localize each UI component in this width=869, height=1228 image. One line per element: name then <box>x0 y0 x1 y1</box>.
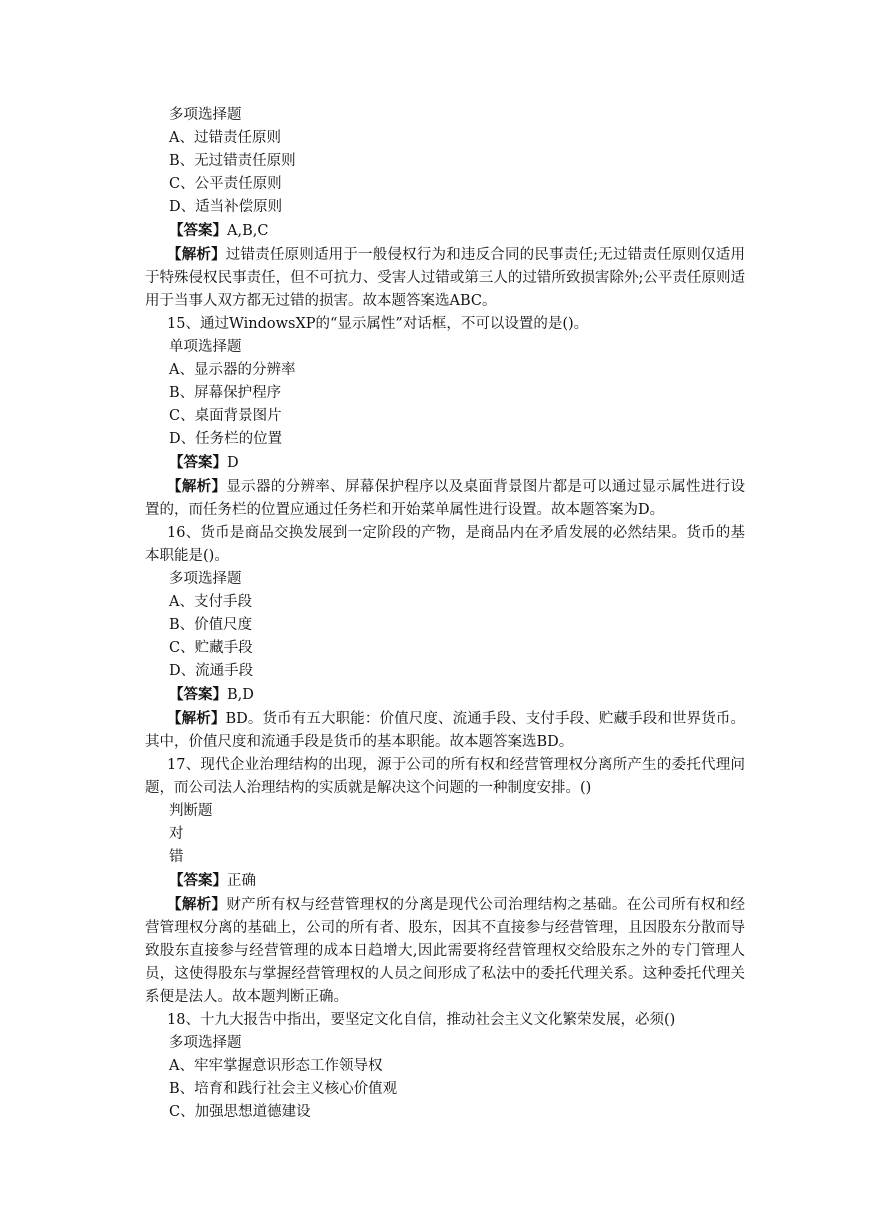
analysis-text: 显示器的分辨率、屏幕保护程序以及桌面背景图片都是可以通过显示属性进行设置的，而任务栏的位置应通过任务栏和开始菜单属性进行设置。故本题答案为D。 <box>145 479 746 518</box>
q17-question: 17、现代企业治理结构的出现，源于公司的所有权和经营管理权分离所产生的委托代理问题，而公司法人治理结构的实质就是解决这个问题的一种制度安排。() <box>145 757 745 796</box>
q14-analysis <box>145 243 745 313</box>
q16-option-c: C、贮藏手段 <box>169 640 253 656</box>
q16-analysis <box>145 707 745 754</box>
q14-answer <box>145 219 745 243</box>
answer-label: 【答案】 <box>169 222 227 239</box>
q14-option-b: B、无过错责任原则 <box>169 153 296 169</box>
q17-analysis <box>145 893 745 1009</box>
analysis-label: 【解析】 <box>167 246 226 263</box>
q18-option-c: C、加强思想道德建设 <box>169 1104 311 1120</box>
q15-option-b: B、屏幕保护程序 <box>169 385 282 401</box>
q14-option-a: A、过错责任原则 <box>169 130 281 146</box>
q18-type: 多项选择题 <box>169 1035 242 1051</box>
q15-answer <box>145 451 745 475</box>
q16-type: 多项选择题 <box>169 571 242 587</box>
analysis-text: BD。货币有五大职能：价值尺度、流通手段、支付手段、贮藏手段和世界货币。其中，价值尺度和流通手段是货币的基本职能。故本题答案选BD。 <box>145 711 745 750</box>
answer-value: 正确 <box>227 873 256 889</box>
q16-question: 16、货币是商品交换发展到一定阶段的产物，是商品内在矛盾发展的必然结果。货币的基本职能是()。 <box>145 525 745 564</box>
answer-value: A,B,C <box>227 223 269 239</box>
analysis-text: 过错责任原则适用于一般侵权行为和违反合同的民事责任;无过错责任原则仅适用于特殊侵权民事责任，但不可抗力、受害人过错或第三人的过错所致损害除外;公平责任原则适用于当事人双方都无过错的损害。故本题答案选ABC。 <box>145 247 745 309</box>
q15-question: 15、通过WindowsXP的“显示属性”对话框，不可以设置的是()。 <box>167 316 589 332</box>
q14-type: 多项选择题 <box>169 107 242 123</box>
answer-value: D <box>227 455 239 471</box>
q15-analysis <box>145 475 745 522</box>
answer-value: B,D <box>227 687 254 703</box>
q17-option-false: 错 <box>169 849 184 865</box>
q14-option-c: C、公平责任原则 <box>169 176 282 192</box>
answer-label: 【答案】 <box>169 872 227 889</box>
q15-option-c: C、桌面背景图片 <box>169 408 282 424</box>
q17-answer <box>145 869 745 893</box>
answer-label: 【答案】 <box>169 454 227 471</box>
q18-option-a: A、牢牢掌握意识形态工作领导权 <box>169 1058 383 1074</box>
q16-option-b: B、价值尺度 <box>169 617 253 633</box>
analysis-label: 【解析】 <box>167 710 226 727</box>
q17-option-true: 对 <box>169 826 184 842</box>
q16-option-d: D、流通手段 <box>169 663 254 679</box>
q15-option-d: D、任务栏的位置 <box>169 431 283 447</box>
answer-label: 【答案】 <box>169 686 227 703</box>
q16-option-a: A、支付手段 <box>169 594 252 610</box>
q14-option-d: D、适当补偿原则 <box>169 199 283 215</box>
analysis-label: 【解析】 <box>167 478 227 495</box>
q16-answer <box>145 683 745 707</box>
analysis-text: 财产所有权与经营管理权的分离是现代公司治理结构之基础。在公司所有权和经营管理权分离的基础上，公司的所有者、股东，因其不直接参与经营管理，且因股东分散而导致股东直接参与经营管理的成本日趋增大,因此需要将经营管理权交给股东之外的专门管理人员，这使得股东与掌握经营管理权的人员之间形成了私法中的委托代理关系。这种委托代理关系便是法人。故本题判断正确。 <box>145 897 746 1005</box>
q15-option-a: A、显示器的分辨率 <box>169 362 296 378</box>
q18-option-b: B、培育和践行社会主义核心价值观 <box>169 1081 398 1097</box>
q18-question: 18、十九大报告中指出，要坚定文化自信，推动社会主义文化繁荣发展，必须() <box>167 1012 676 1028</box>
q17-type: 判断题 <box>169 803 213 819</box>
analysis-label: 【解析】 <box>167 896 227 913</box>
q15-type: 单项选择题 <box>169 339 242 355</box>
